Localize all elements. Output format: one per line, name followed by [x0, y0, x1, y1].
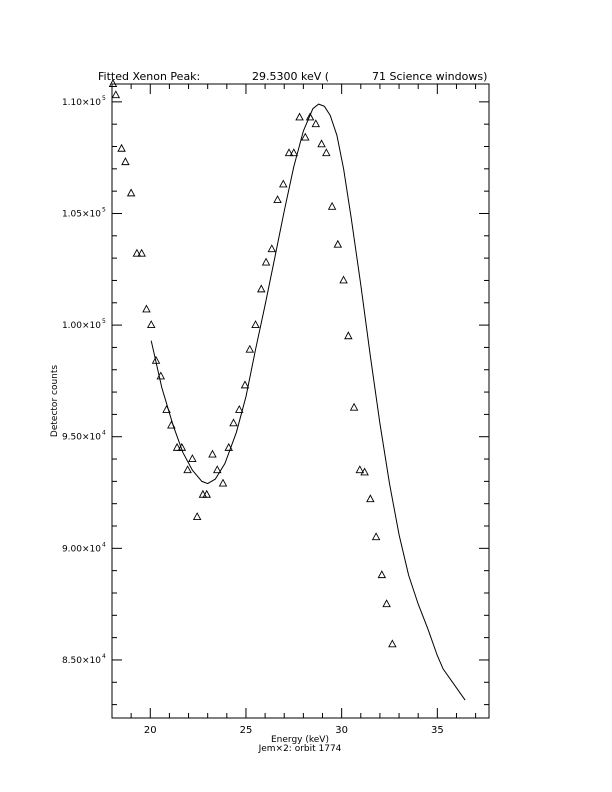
data-point — [263, 259, 270, 266]
data-point — [246, 346, 253, 353]
data-point — [138, 250, 145, 256]
data-point — [194, 513, 201, 520]
data-point — [209, 451, 216, 458]
y-tick-exponent: 5 — [102, 94, 106, 102]
data-point — [318, 140, 325, 147]
plot-frame — [112, 84, 489, 718]
y-tick-label: 1.10×10 — [61, 97, 101, 108]
data-point — [356, 466, 363, 473]
x-tick-label: 35 — [430, 725, 444, 736]
data-point — [290, 149, 297, 156]
data-point — [122, 158, 129, 165]
data-point — [252, 321, 259, 328]
data-point — [189, 455, 196, 462]
data-point — [112, 91, 119, 98]
data-point — [133, 250, 140, 256]
data-point — [373, 533, 380, 540]
data-point — [143, 305, 150, 312]
fit-curve — [151, 104, 465, 700]
y-tick-label: 1.00×10 — [61, 321, 101, 332]
data-point — [312, 120, 319, 127]
data-point — [334, 241, 341, 248]
y-tick-label: 9.00×10 — [61, 544, 101, 555]
data-point — [274, 196, 281, 203]
x-tick-label: 20 — [143, 725, 157, 736]
y-tick-exponent: 4 — [102, 652, 106, 660]
data-point — [383, 600, 390, 607]
data-point — [351, 404, 358, 411]
data-point — [323, 149, 330, 156]
x-axis-label: Energy (keV) — [271, 735, 329, 745]
data-point — [219, 480, 226, 487]
data-point — [329, 203, 336, 210]
data-point — [128, 189, 135, 196]
x-axis-ticks — [112, 84, 476, 718]
data-point — [148, 321, 155, 328]
data-point — [345, 332, 352, 339]
y-tick-label: 8.50×10 — [61, 655, 101, 666]
y-tick-exponent: 5 — [102, 206, 106, 214]
data-point — [230, 419, 237, 426]
y-axis-tick-labels — [62, 95, 106, 666]
chart-title-energy: 29.5300 keV ( — [252, 70, 330, 83]
data-point — [118, 145, 125, 152]
y-tick-label: 1.05×10 — [61, 209, 101, 220]
chart-title-prefix: Fitted Xenon Peak: — [98, 70, 201, 83]
x-tick-label: 30 — [335, 725, 349, 736]
data-point — [280, 180, 287, 187]
data-point — [286, 149, 293, 156]
footer-label: Jem×2: orbit 1774 — [258, 744, 342, 754]
data-point — [268, 245, 275, 252]
data-point — [340, 276, 347, 283]
x-tick-label: 25 — [239, 725, 253, 736]
y-tick-exponent: 4 — [102, 541, 106, 549]
data-point — [174, 444, 181, 451]
y-tick-exponent: 4 — [102, 429, 106, 437]
data-point — [184, 466, 191, 473]
y-tick-label: 9.50×10 — [61, 432, 101, 443]
y-tick-exponent: 5 — [102, 318, 106, 326]
y-axis-ticks — [112, 102, 489, 705]
chart-title-windows: 71 Science windows) — [372, 70, 488, 83]
data-point — [378, 571, 385, 578]
data-point — [258, 285, 265, 292]
data-point — [389, 640, 396, 647]
data-point — [361, 468, 368, 475]
fit-curve-group — [151, 104, 465, 700]
data-point — [367, 495, 374, 502]
y-axis-label: Detector counts — [50, 364, 60, 438]
data-point — [296, 113, 303, 120]
